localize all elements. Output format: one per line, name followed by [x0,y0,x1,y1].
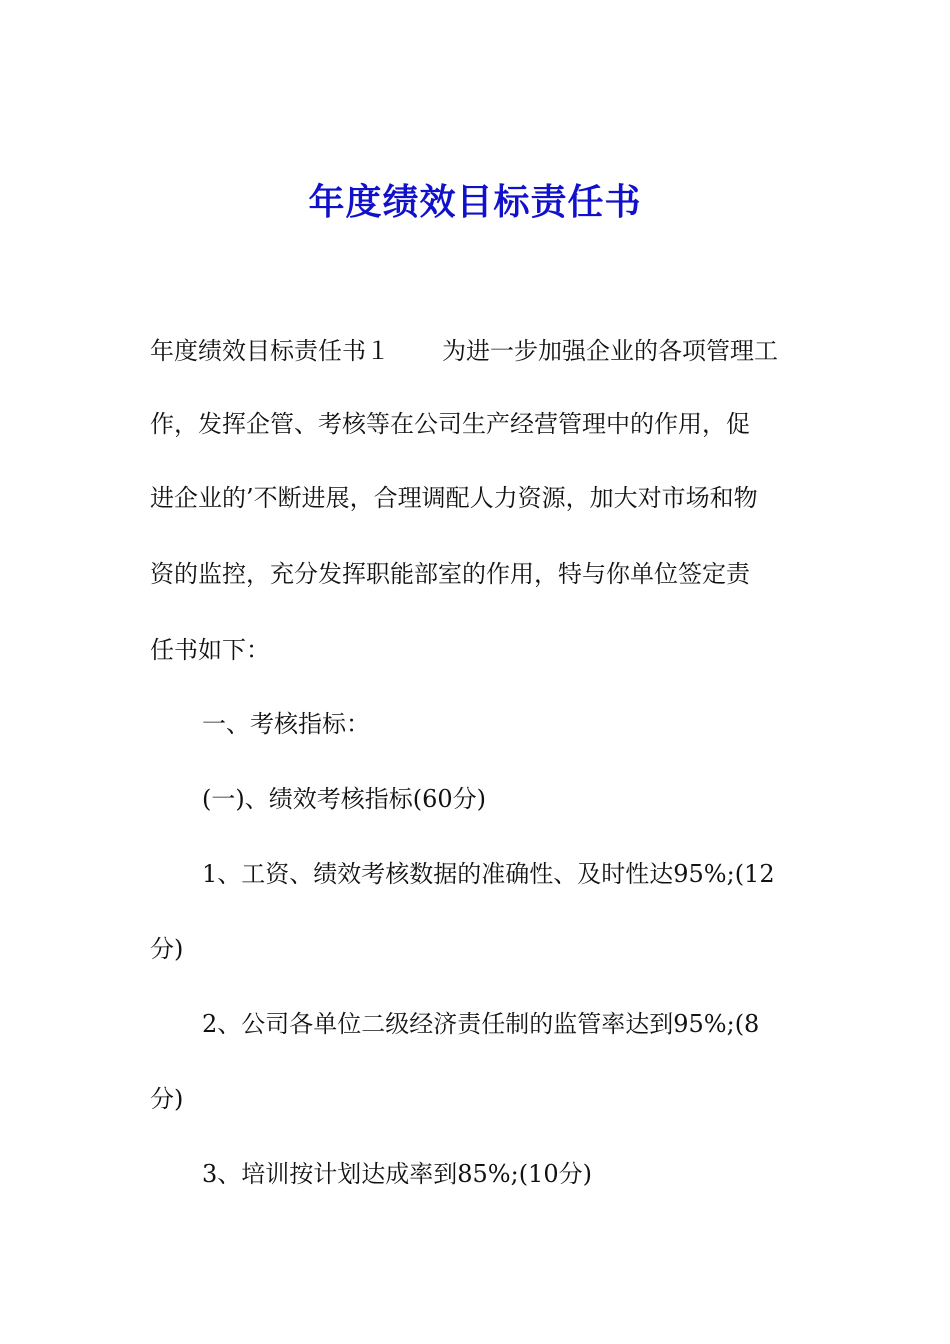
subsection-heading: (一)、绩效考核指标(60分) [202,785,486,813]
intro-heading: 年度绩效目标责任书１ [150,337,390,365]
intro-line-5: 任书如下： [150,636,270,664]
item-3-line-1: 3、培训按计划达成率到85%;(10分) [202,1160,592,1188]
intro-line-1 [150,333,810,369]
section-heading: 一、考核指标： [202,710,370,738]
item-1-line-1: 1、工资、绩效考核数据的准确性、及时性达95%;(12 [202,860,775,888]
intro-text-1: 为进一步加强企业的各项管理工 [442,337,778,365]
intro-line-4: 资的监控，充分发挥职能部室的作用，特与你单位签定责 [150,560,750,588]
document-title: 年度绩效目标责任书 [308,182,642,223]
item-1-line-2: 分) [150,935,184,963]
intro-line-2: 作，发挥企管、考核等在公司生产经营管理中的作用，促 [150,410,750,438]
item-2-line-2: 分) [150,1085,184,1113]
intro-line-3: 进企业的’不断进展，合理调配人力资源，加大对市场和物 [150,484,758,512]
item-2-line-1: 2、公司各单位二级经济责任制的监管率达到95%;(8 [202,1010,760,1038]
